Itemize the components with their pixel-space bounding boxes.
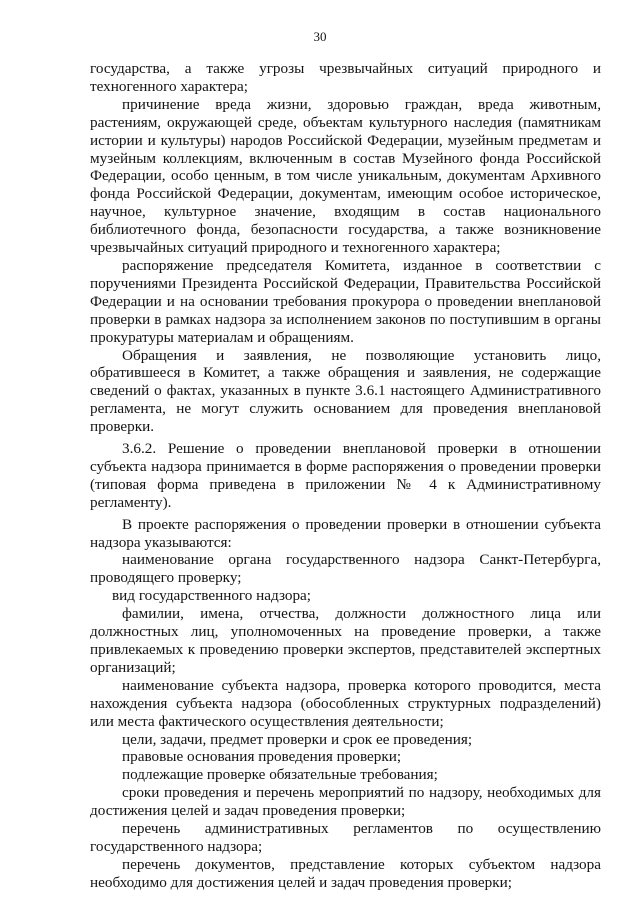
paragraph-2: причинение вреда жизни, здоровью граждан, вреда животным, растениям, окружающей среде, объектам культурного наследия (памятникам истории и культуры) народов Российской Федерации, музейным предметам и музейным коллекциям, включенным в состав Музейного фонда Российской Федерации, особо ценным, в том числе уникальным, документам Архивного фонда Российской Федерации, документам, имеющим особое историческое, научное, культурное значение, входящим в состав национального библиотечного фонда, безопасности государства, а также возникновение чрезвычайных ситуаций природного и техногенного характера; xyxy=(90,95,601,257)
paragraph-6: В проекте распоряжения о проведении проверки в отношении субъекта надзора указываются: xyxy=(90,515,601,551)
document-body xyxy=(90,60,601,892)
paragraph-12: правовые основания проведения проверки; xyxy=(122,748,402,766)
page-number: 30 xyxy=(313,29,327,44)
paragraph-4: Обращения и заявления, не позволяющие установить лицо, обратившееся в Комитет, а также обращения и заявления, не содержащие сведений о фактах, указанных в пункте 3.6.1 настоящего Административного регламента, не могут служить основанием для проведения внеплановой проверки. xyxy=(90,346,601,436)
paragraph-11: цели, задачи, предмет проверки и срок ее проведения; xyxy=(122,730,473,748)
paragraph-14: сроки проведения и перечень мероприятий по надзору, необходимых для достижения целей и задач проведения проверки; xyxy=(90,784,601,820)
paragraph-10: наименование субъекта надзора, проверка которого проводится, места нахождения субъекта надзора (обособленных структурных подразделений) или места фактического осуществления деятельности; xyxy=(90,676,601,730)
paragraph-1: государства, а также угрозы чрезвычайных ситуаций природного и техногенного характера; xyxy=(90,60,601,95)
paragraph-15: перечень административных регламентов по осуществлению государственного надзора; xyxy=(90,820,601,855)
paragraph-3: распоряжение председателя Комитета, изданное в соответствии с поручениями Президента Российской Федерации, Правительства Российской Федерации и на основании требования прокурора о проведении внеплановой проверки в рамках надзора за исполнением законов по поступившим в органы прокуратуры материалам и обращениям. xyxy=(90,256,601,346)
paragraph-5: 3.6.2. Решение о проведении внеплановой проверки в отношении субъекта надзора принимается в форме распоряжения о проведении проверки (типовая форма приведена в приложении № 4 к Административному регламенту). xyxy=(90,440,601,511)
paragraph-9: фамилии, имена, отчества, должности должностного лица или должностных лиц, уполномоченных на проведение проверки, а также привлекаемых к проведению проверки экспертов, представителей экспертных организаций; xyxy=(90,605,601,676)
paragraph-16: перечень документов, представление которых субъектом надзора необходимо для достижения целей и задач проведения проверки; xyxy=(90,855,601,891)
paragraph-8: вид государственного надзора; xyxy=(112,587,312,605)
paragraph-7: наименование органа государственного надзора Санкт-Петербурга, проводящего проверку; xyxy=(90,551,601,587)
paragraph-13: подлежащие проверке обязательные требования; xyxy=(122,766,438,784)
